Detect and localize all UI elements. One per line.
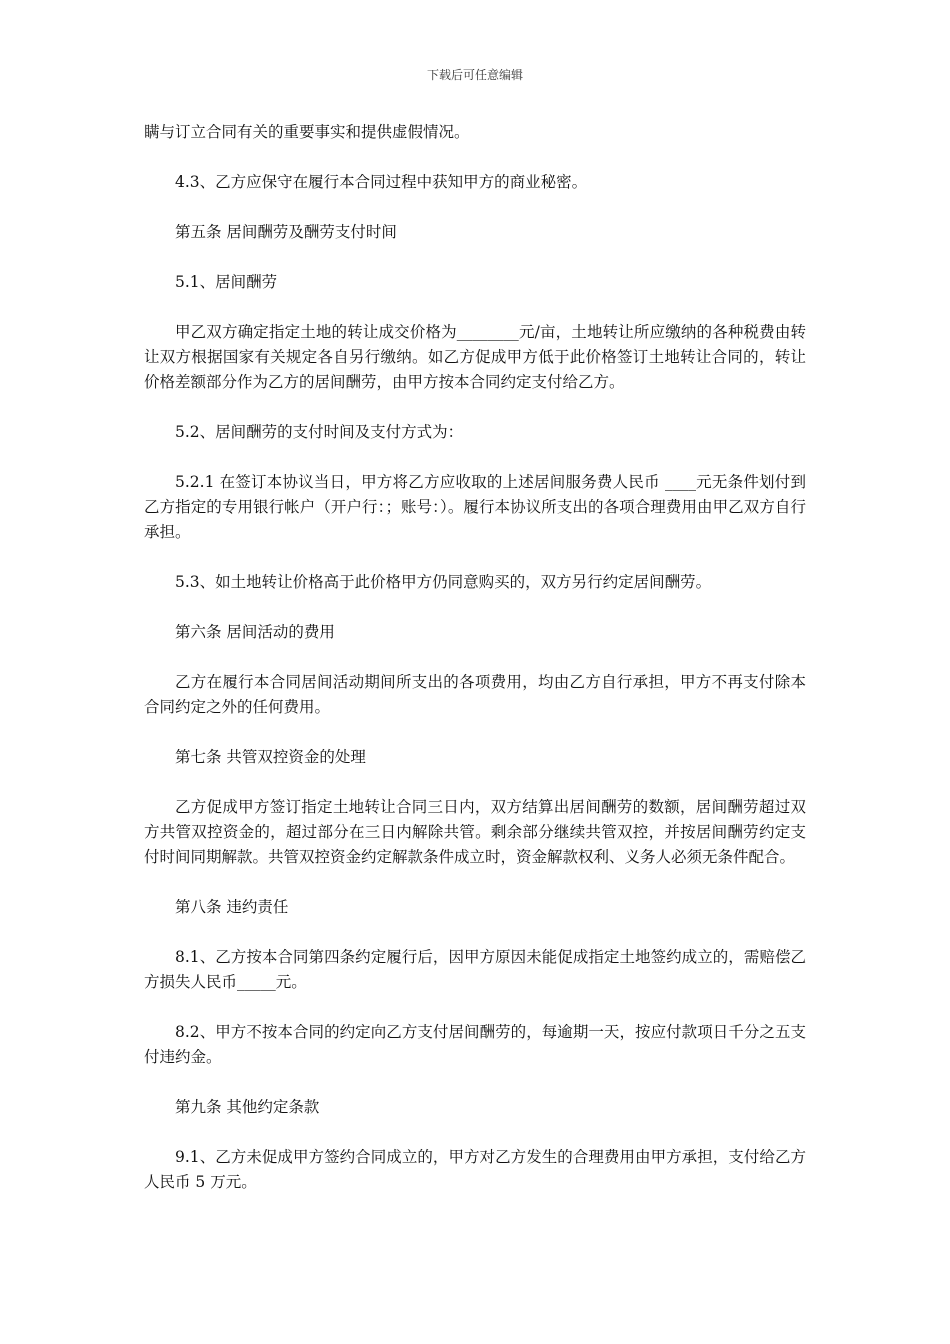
clause-5-3: 5.3、如土地转让价格高于此价格甲方仍同意购买的，双方另行约定居间酬劳。 xyxy=(175,573,712,591)
article-6-heading: 第六条 居间活动的费用 xyxy=(175,623,335,641)
article-5-heading: 第五条 居间酬劳及酬劳支付时间 xyxy=(175,223,397,241)
paragraph-gap xyxy=(144,145,806,170)
paragraph-gap xyxy=(144,1120,806,1145)
paragraph-gap xyxy=(144,195,806,220)
article-8-heading: 第八条 违约责任 xyxy=(175,898,289,916)
paragraph-gap xyxy=(144,1070,806,1095)
paragraph-gap xyxy=(144,995,806,1020)
page-header-note: 下载后可任意编辑 xyxy=(426,68,523,82)
paragraph-gap xyxy=(144,545,806,570)
paragraph-gap xyxy=(144,595,806,620)
paragraph-gap xyxy=(144,445,806,470)
clause-8-1: 8.1、乙方按本合同第四条约定履行后，因甲方原因未能促成指定土地签约成立的，需赔偿乙方损失人民币_____元。 xyxy=(144,948,806,991)
article-7-heading: 第七条 共管双控资金的处理 xyxy=(175,748,366,766)
clause-5-2-heading: 5.2、居间酬劳的支付时间及支付方式为： xyxy=(175,423,464,441)
article-9-heading: 第九条 其他约定条款 xyxy=(175,1098,320,1116)
clause-5-1-heading: 5.1、居间酬劳 xyxy=(175,273,278,291)
paragraph-gap xyxy=(144,245,806,270)
paragraph-gap xyxy=(144,770,806,795)
document-body xyxy=(144,120,806,1195)
paragraph-gap xyxy=(144,395,806,420)
article-7-body: 乙方促成甲方签订指定土地转让合同三日内，双方结算出居间酬劳的数额，居间酬劳超过双方共管双控资金的，超过部分在三日内解除共管。剩余部分继续共管双控，并按居间酬劳约定支付时间同期解款。共管双控资金约定解款条件成立时，资金解款权利、义务人必须无条件配合。 xyxy=(144,798,806,866)
clause-4-3: 4.3、乙方应保守在履行本合同过程中获知甲方的商业秘密。 xyxy=(175,173,588,191)
paragraph-continuation: 瞒与订立合同有关的重要事实和提供虚假情况。 xyxy=(144,123,470,141)
article-6-body: 乙方在履行本合同居间活动期间所支出的各项费用，均由乙方自行承担，甲方不再支付除本合同约定之外的任何费用。 xyxy=(144,673,806,716)
paragraph-gap xyxy=(144,870,806,895)
clause-5-2-1: 5.2.1 在签订本协议当日，甲方将乙方应收取的上述居间服务费人民币 ____元无条件划付到乙方指定的专用银行帐户（开户行：；账号：）。履行本协议所支出的各项合理费用由甲乙双方自行承担。 xyxy=(144,473,806,541)
paragraph-gap xyxy=(144,645,806,670)
clause-5-1-body: 甲乙双方确定指定土地的转让成交价格为________元/亩，土地转让所应缴纳的各种税费由转让双方根据国家有关规定各自另行缴纳。如乙方促成甲方低于此价格签订土地转让合同的，转让价格差额部分作为乙方的居间酬劳，由甲方按本合同约定支付给乙方。 xyxy=(144,323,806,391)
paragraph-gap xyxy=(144,720,806,745)
paragraph-gap xyxy=(144,295,806,320)
clause-8-2: 8.2、甲方不按本合同的约定向乙方支付居间酬劳的，每逾期一天，按应付款项日千分之五支付违约金。 xyxy=(144,1023,806,1066)
clause-9-1: 9.1、乙方未促成甲方签约合同成立的，甲方对乙方发生的合理费用由甲方承担，支付给乙方人民币 5 万元。 xyxy=(144,1148,806,1191)
paragraph-gap xyxy=(144,920,806,945)
